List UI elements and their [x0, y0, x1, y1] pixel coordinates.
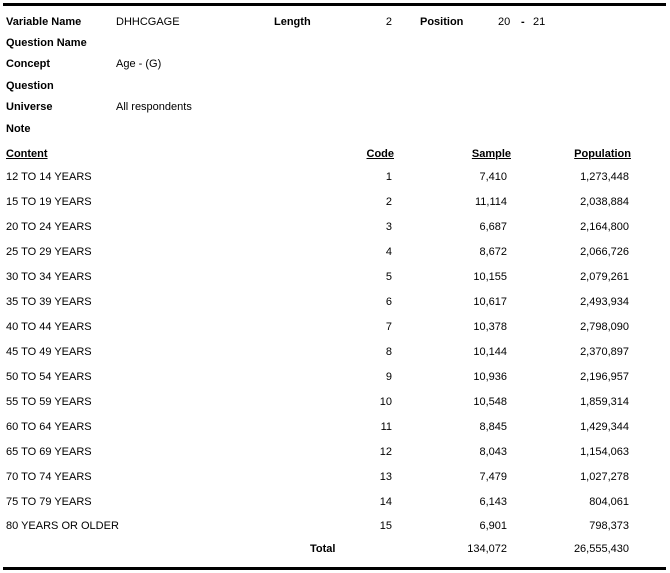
row-sample: 7,479 — [479, 471, 507, 483]
row-population: 1,429,344 — [580, 421, 629, 433]
row-population: 2,370,897 — [580, 346, 629, 358]
row-content: 55 TO 59 YEARS — [6, 396, 92, 408]
position-label: Position — [420, 16, 464, 28]
variable-name-value: DHHCGAGE — [116, 16, 180, 28]
row-content: 65 TO 69 YEARS — [6, 446, 92, 458]
row-population: 2,196,957 — [580, 371, 629, 383]
row-population: 1,154,063 — [580, 446, 629, 458]
row-sample: 6,901 — [479, 520, 507, 532]
position-end: 21 — [533, 16, 546, 28]
content-column-header: Content — [6, 148, 48, 160]
table-row — [0, 496, 670, 509]
row-sample: 10,144 — [473, 346, 507, 358]
row-content: 25 TO 29 YEARS — [6, 246, 92, 258]
row-content: 75 TO 79 YEARS — [6, 496, 92, 508]
row-population: 1,273,448 — [580, 171, 629, 183]
population-column-header: Population — [574, 148, 631, 160]
table-row — [0, 471, 670, 484]
concept-label: Concept — [6, 58, 50, 70]
bottom-rule — [3, 567, 666, 570]
row-population: 2,493,934 — [580, 296, 629, 308]
top-rule — [3, 3, 666, 6]
table-row — [0, 221, 670, 234]
concept-value: Age - (G) — [116, 58, 162, 70]
row-code: 7 — [385, 321, 392, 333]
row-population: 2,798,090 — [580, 321, 629, 333]
row-code: 11 — [380, 421, 392, 433]
row-population: 798,373 — [589, 520, 629, 532]
row-code: 15 — [379, 520, 392, 532]
position-dash: - — [521, 16, 525, 28]
row-population: 1,859,314 — [580, 396, 629, 408]
row-code: 10 — [379, 396, 392, 408]
row-population: 2,164,800 — [580, 221, 629, 233]
table-row — [0, 196, 670, 209]
row-code: 9 — [385, 371, 392, 383]
row-content: 40 TO 44 YEARS — [6, 321, 92, 333]
row-population: 804,061 — [589, 496, 629, 508]
length-label: Length — [274, 16, 311, 28]
table-row — [0, 371, 670, 384]
total-row — [0, 543, 670, 556]
row-population: 2,066,726 — [580, 246, 629, 258]
row-sample: 10,155 — [473, 271, 507, 283]
sample-column-header: Sample — [471, 148, 511, 160]
code-column-header: Code — [366, 148, 394, 160]
row-content: 60 TO 64 YEARS — [6, 421, 92, 433]
row-code: 1 — [385, 171, 392, 183]
table-row — [0, 321, 670, 334]
row-sample: 11,114 — [474, 196, 507, 208]
row-code: 8 — [385, 346, 392, 358]
row-code: 4 — [385, 246, 392, 258]
row-content: 80 YEARS OR OLDER — [6, 520, 119, 532]
row-sample: 6,143 — [479, 496, 507, 508]
row-content: 20 TO 24 YEARS — [6, 221, 92, 233]
table-row — [0, 271, 670, 284]
length-value: 2 — [385, 16, 392, 28]
row-sample: 6,687 — [479, 221, 507, 233]
row-code: 12 — [379, 446, 392, 458]
row-content: 45 TO 49 YEARS — [6, 346, 92, 358]
total-population: 26,555,430 — [573, 543, 629, 555]
row-content: 70 TO 74 YEARS — [6, 471, 92, 483]
universe-value: All respondents — [116, 101, 192, 113]
row-code: 14 — [379, 496, 392, 508]
row-sample: 10,936 — [473, 371, 507, 383]
row-sample: 10,548 — [473, 396, 507, 408]
table-row — [0, 421, 670, 434]
universe-label: Universe — [6, 101, 53, 113]
note-label: Note — [6, 123, 31, 135]
row-code: 5 — [385, 271, 392, 283]
table-row — [0, 296, 670, 309]
question-label: Question — [6, 80, 54, 92]
row-content: 50 TO 54 YEARS — [6, 371, 92, 383]
row-population: 2,038,884 — [580, 196, 629, 208]
row-code: 6 — [385, 296, 392, 308]
table-row — [0, 520, 670, 533]
variable-name-label: Variable Name — [6, 16, 82, 28]
row-code: 13 — [379, 471, 392, 483]
table-row — [0, 171, 670, 184]
row-sample: 8,672 — [479, 246, 507, 258]
table-row — [0, 446, 670, 459]
row-population: 2,079,261 — [580, 271, 629, 283]
row-sample: 10,378 — [473, 321, 507, 333]
table-row — [0, 396, 670, 409]
table-row — [0, 246, 670, 259]
position-start: 20 — [498, 16, 511, 28]
row-content: 12 TO 14 YEARS — [6, 171, 92, 183]
row-sample: 10,617 — [473, 296, 507, 308]
question-name-label: Question Name — [6, 37, 87, 49]
total-label: Total — [310, 543, 336, 555]
row-code: 2 — [385, 196, 392, 208]
row-content: 30 TO 34 YEARS — [6, 271, 92, 283]
total-sample: 134,072 — [467, 543, 507, 555]
row-content: 15 TO 19 YEARS — [6, 196, 92, 208]
row-content: 35 TO 39 YEARS — [6, 296, 92, 308]
row-sample: 8,043 — [479, 446, 507, 458]
table-row — [0, 346, 670, 359]
row-population: 1,027,278 — [580, 471, 629, 483]
row-code: 3 — [385, 221, 392, 233]
row-sample: 7,410 — [479, 171, 507, 183]
row-sample: 8,845 — [479, 421, 507, 433]
